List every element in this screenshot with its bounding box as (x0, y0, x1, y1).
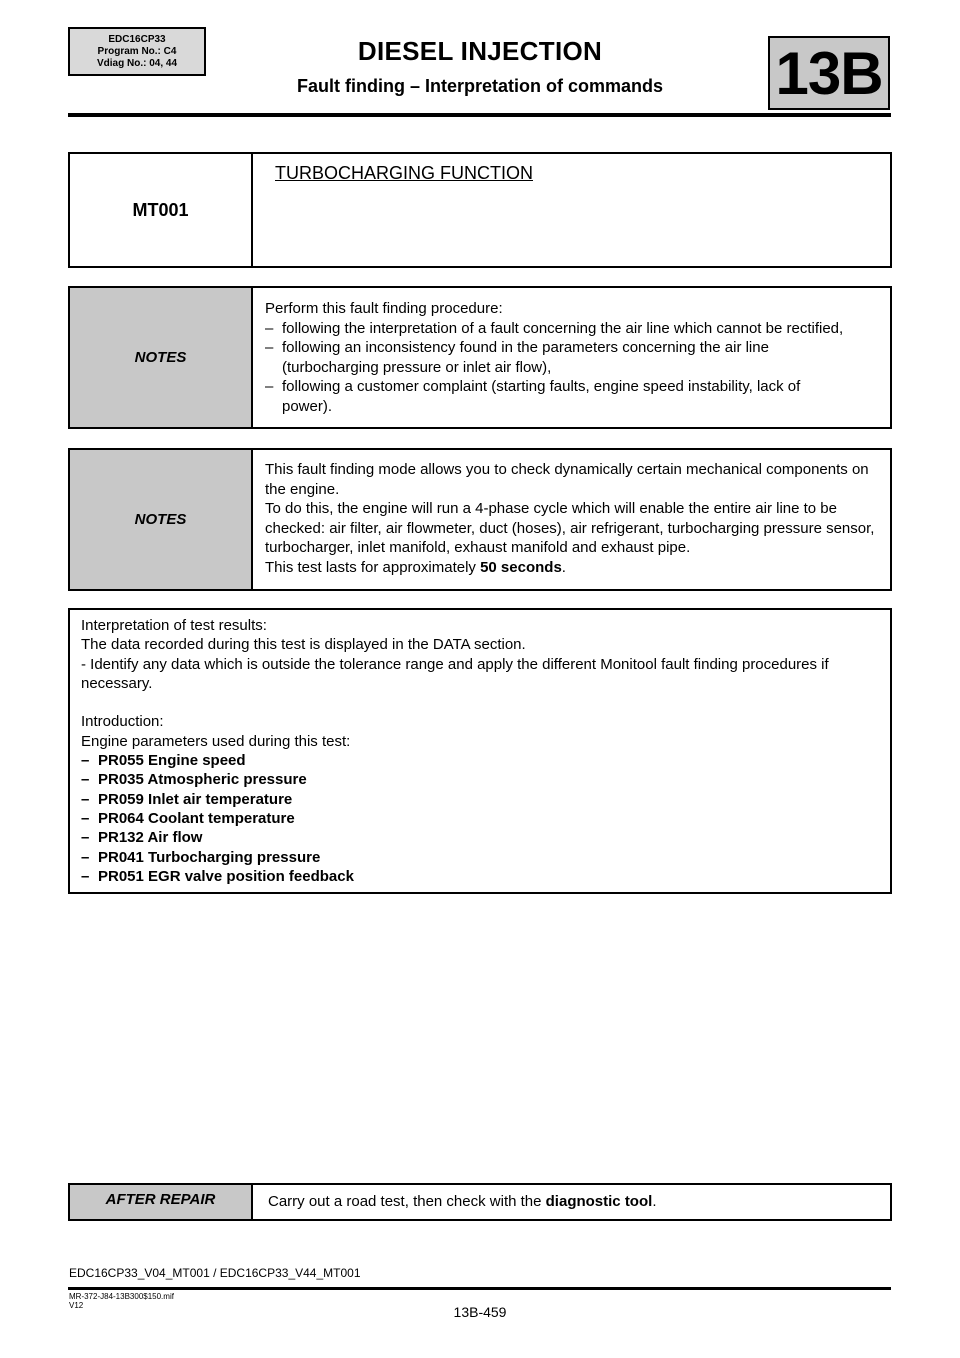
notes2-duration: This test lasts for approximately 50 seconds. (265, 558, 566, 576)
notes2-description: This fault finding mode allows you to check dynamically certain mechanical components on the engine. (265, 461, 869, 498)
list-item: – following the interpretation of a fault concerning the air line which cannot be rectified, (265, 319, 844, 337)
document-subtitle: Fault finding – Interpretation of commands (296, 76, 663, 96)
ecu-identification-box (68, 27, 206, 76)
list-item: – PR132 Air flow (81, 829, 203, 847)
parameters-heading: Engine parameters used during this test: (81, 732, 351, 750)
after-repair-label-cell (70, 1185, 253, 1219)
parameters-list (81, 751, 879, 886)
notes-content-2 (253, 450, 890, 589)
list-item: – PR051 EGR valve position feedback (81, 867, 354, 885)
command-title-cell (253, 154, 890, 266)
list-item: – PR041 Turbocharging pressure (81, 848, 321, 866)
header-divider (68, 113, 891, 117)
ecu-name: EDC16CP33 (108, 33, 166, 45)
vdiag-number: Vdiag No.: 04, 44 (96, 57, 178, 69)
notes-block-2 (68, 448, 892, 591)
notes-label-2: NOTES (134, 511, 187, 528)
notes-content-1 (253, 288, 890, 427)
list-item: – PR059 Inlet air temperature (81, 790, 293, 808)
interpretation-line-1: The data recorded during this test is displayed in the DATA section. (81, 636, 526, 654)
section-code-badge: 13B (768, 36, 890, 110)
notes-label-cell-2 (70, 450, 253, 589)
spacer (81, 693, 879, 712)
notes-block-1 (68, 286, 892, 429)
interpretation-block (68, 608, 892, 894)
list-item: – PR064 Coolant temperature (81, 809, 295, 827)
after-repair-label: AFTER REPAIR (105, 1191, 216, 1208)
page-number: 13B-459 (453, 1304, 507, 1320)
interpretation-heading: Interpretation of test results: (81, 617, 267, 634)
list-item: – following a customer complaint (starting faults, engine speed instability, lack of power). (265, 378, 801, 415)
notes-label-cell-1 (70, 288, 253, 427)
footer-version: V12 (69, 1301, 84, 1310)
command-code-cell (70, 154, 253, 266)
program-number: Program No.: C4 (97, 45, 177, 57)
notes-label-1: NOTES (134, 349, 187, 366)
list-item: – PR055 Engine speed (81, 752, 246, 770)
list-item: – following an inconsistency found in the parameters concerning the air line (turbocharging pressure or inlet air flow), (265, 339, 769, 376)
after-repair-block (68, 1183, 892, 1221)
notes-intro: Perform this fault finding procedure: (265, 300, 503, 317)
introduction-heading: Introduction: (81, 713, 164, 731)
document-title: DIESEL INJECTION (357, 36, 603, 66)
footer-mif-file: MR-372-J84-13B300$150.mif (69, 1292, 174, 1301)
after-repair-content: Carry out a road test, then check with the diagnostic tool. (268, 1193, 657, 1210)
footer-divider (68, 1287, 891, 1290)
notes2-cycle-description: To do this, the engine will run a 4-phase cycle which will enable the entire air line to be checked: air filter, air flowmeter, duct (hoses), air refrigerant, turbocharging pressure sensor, turbocharger, inlet manifold, exhaust manifold and exhaust pipe. (265, 500, 875, 556)
list-item: – PR035 Atmospheric pressure (81, 771, 307, 789)
function-title: TURBOCHARGING FUNCTION (275, 163, 533, 183)
interpretation-line-2: - Identify any data which is outside the tolerance range and apply the different Monitool fault finding procedures if necessary. (81, 655, 829, 692)
command-block (68, 152, 892, 268)
footer-reference: EDC16CP33_V04_MT001 / EDC16CP33_V44_MT001 (69, 1266, 361, 1280)
diagnostic-tool-text: diagnostic tool (545, 1193, 653, 1210)
test-duration-value: 50 seconds (480, 558, 562, 576)
command-code: MT001 (132, 199, 189, 220)
